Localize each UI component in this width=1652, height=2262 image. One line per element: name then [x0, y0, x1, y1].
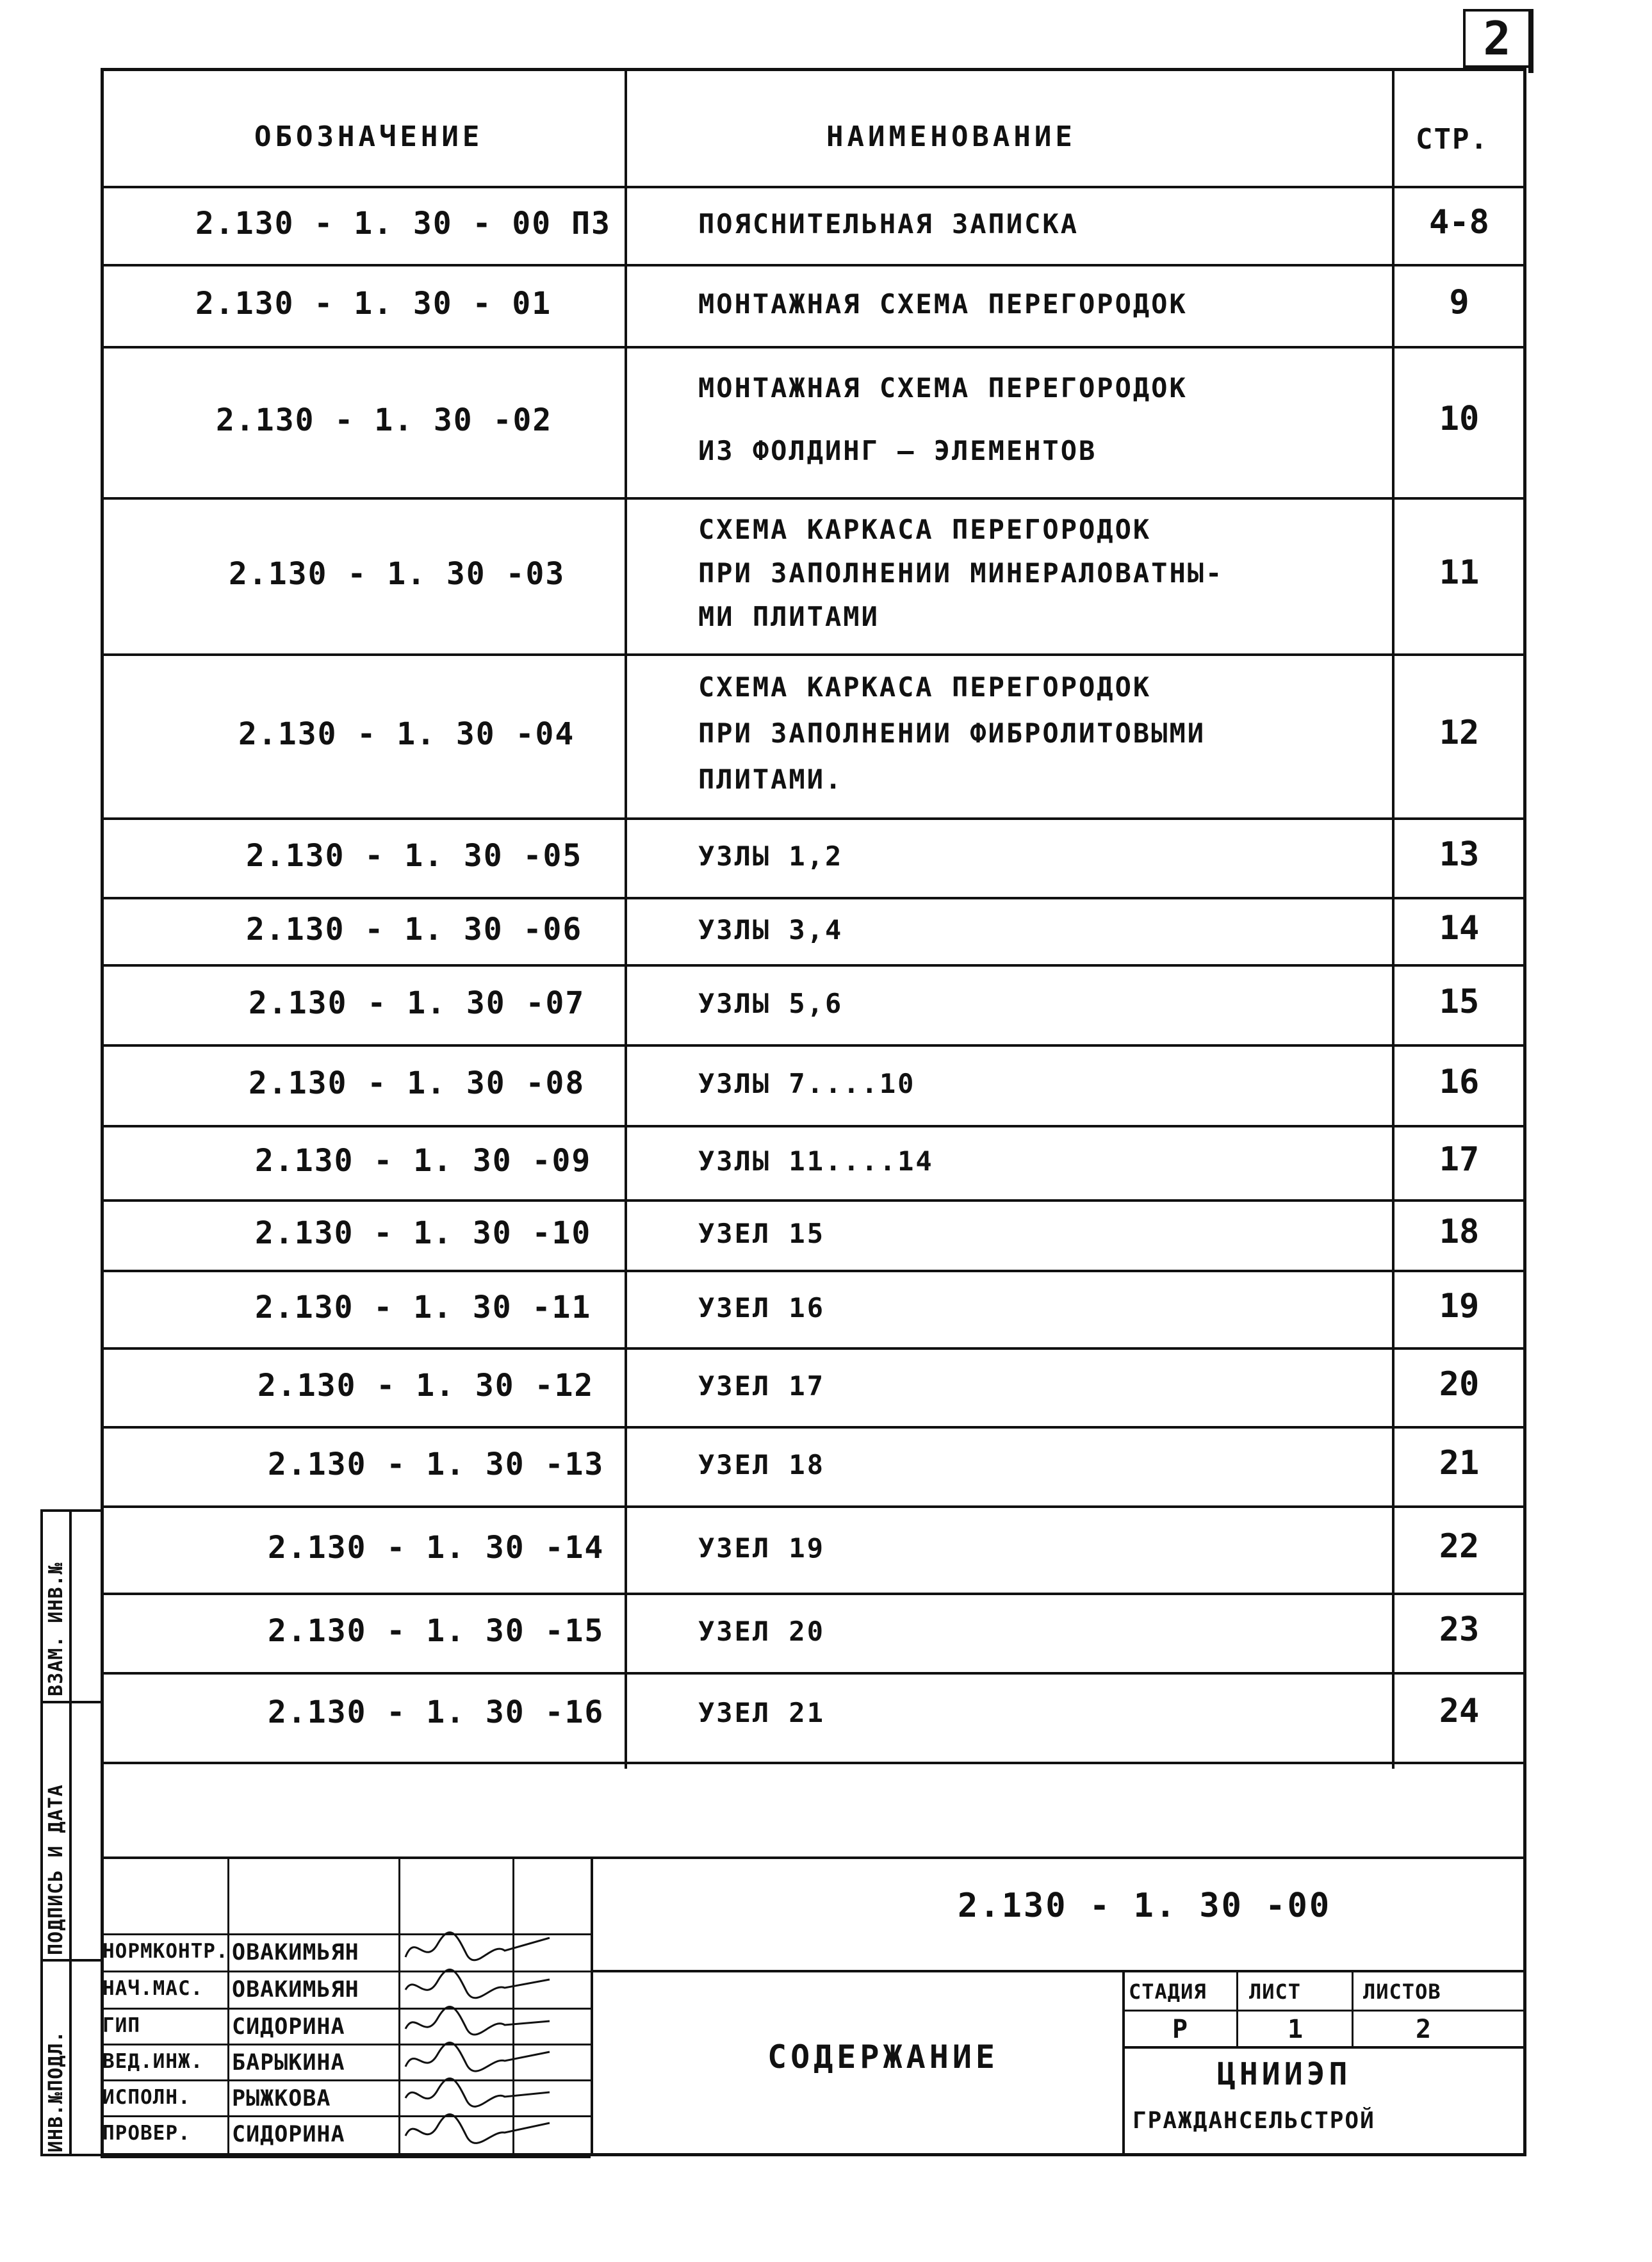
row-name-line: СХЕМА КАРКАСА ПЕРЕГОРОДОК	[698, 514, 1152, 545]
row-page: 10	[1439, 400, 1480, 438]
table-row	[0, 1672, 1652, 1755]
row-page: 23	[1439, 1610, 1480, 1649]
sig-col-1	[227, 1856, 229, 2156]
stage-label: СТАДИЯ	[1129, 1979, 1207, 2004]
table-row	[0, 1044, 1652, 1125]
row-page: 19	[1439, 1286, 1480, 1325]
row-code: 2.130 - 1. 30 -10	[255, 1215, 592, 1251]
table-row	[0, 1505, 1652, 1593]
row-name-line: УЗЕЛ 15	[698, 1218, 826, 1249]
row-code: 2.130 - 1. 30 -07	[249, 985, 585, 1021]
row-code: 2.130 - 1. 30 -14	[268, 1530, 605, 1566]
row-code: 2.130 - 1. 30 -09	[255, 1143, 592, 1179]
table-row	[0, 497, 1652, 653]
row-name-line: МИ ПЛИТАМИ	[698, 601, 879, 632]
row-name-line: ПРИ ЗАПОЛНЕНИИ МИНЕРАЛОВАТНЫ-	[698, 557, 1224, 589]
table-row	[0, 897, 1652, 964]
table-row	[0, 1347, 1652, 1426]
row-page: 20	[1439, 1365, 1480, 1404]
table-row	[0, 346, 1652, 497]
tb-divider-sheets	[1352, 1970, 1353, 2049]
table-row	[0, 653, 1652, 817]
row-name-line: УЗЕЛ 19	[698, 1532, 826, 1564]
tb-stage-values-bottom	[1122, 2046, 1526, 2049]
stage-value: Р	[1172, 2015, 1189, 2044]
row-name-line: ПОЯСНИТЕЛЬНАЯ ЗАПИСКА	[698, 208, 1079, 240]
table-row	[0, 1426, 1652, 1505]
row-code: 2.130 - 1. 30 -04	[238, 716, 575, 752]
row-page: 13	[1439, 835, 1480, 874]
row-name-line: СХЕМА КАРКАСА ПЕРЕГОРОДОК	[698, 671, 1152, 703]
row-page: 12	[1439, 714, 1480, 752]
org-name-2: ГРАЖДАНСЕЛЬСТРОЙ	[1133, 2108, 1375, 2134]
row-code: 2.130 - 1. 30 -06	[246, 911, 583, 947]
side-stamp-line-2	[40, 1959, 103, 1962]
row-code: 2.130 - 1. 30 - 01	[195, 286, 552, 322]
header-name: НАИМЕНОВАНИЕ	[826, 120, 1076, 153]
row-code: 2.130 - 1. 30 -12	[258, 1367, 594, 1404]
tb-code-bottom	[591, 1970, 1526, 1972]
sheets-label: ЛИСТОВ	[1363, 1979, 1441, 2004]
row-name-line: УЗЛЫ 7....10	[698, 1068, 916, 1099]
table-row	[0, 817, 1652, 897]
sig-person: СИДОРИНА	[232, 2014, 345, 2040]
row-name-line: ИЗ ФОЛДИНГ — ЭЛЕМЕНТОВ	[698, 435, 1097, 466]
row-code: 2.130 - 1. 30 -03	[229, 556, 566, 592]
row-name-line: УЗЕЛ 21	[698, 1697, 826, 1728]
sig-role: НАЧ.МАС.	[102, 1977, 204, 2000]
sig-role: ПРОВЕР.	[102, 2122, 191, 2145]
row-code: 2.130 - 1. 30 -13	[268, 1447, 605, 1482]
row-name-line: УЗЕЛ 18	[698, 1449, 826, 1480]
sig-person: БАРЫКИНА	[232, 2050, 345, 2076]
table-row	[0, 1270, 1652, 1347]
sig-row-line	[101, 2156, 591, 2158]
tb-stage-labels-bottom	[1122, 2010, 1526, 2012]
sig-role: ВЕД.ИНЖ.	[102, 2050, 204, 2073]
row-name-line: УЗЕЛ 20	[698, 1616, 826, 1647]
row-code: 2.130 - 1. 30 -15	[268, 1613, 605, 1649]
table-row	[0, 1593, 1652, 1672]
handwritten-signature	[402, 2110, 556, 2155]
sig-role: ГИП	[102, 2014, 140, 2037]
row-page: 24	[1439, 1692, 1480, 1730]
row-page: 18	[1439, 1213, 1480, 1251]
row-name-line: ПЛИТАМИ.	[698, 764, 844, 795]
sig-person: СИДОРИНА	[232, 2122, 345, 2147]
side-stamp-line-1	[40, 1701, 103, 1703]
row-code: 2.130 - 1. 30 -11	[255, 1289, 592, 1325]
sheet-number-shadow	[1528, 9, 1533, 73]
sheets-value: 2	[1416, 2015, 1432, 2044]
table-row	[0, 964, 1652, 1044]
row-name-line: УЗЛЫ 3,4	[698, 914, 844, 946]
row-name-line: МОНТАЖНАЯ СХЕМА ПЕРЕГОРОДОК	[698, 288, 1188, 320]
row-page: 15	[1439, 982, 1480, 1021]
table-row	[0, 1199, 1652, 1270]
row-page: 9	[1449, 283, 1469, 322]
row-name-line: ПРИ ЗАПОЛНЕНИИ ФИБРОЛИТОВЫМИ	[698, 717, 1206, 749]
row-name-line: УЗЛЫ 1,2	[698, 840, 844, 872]
row-page: 21	[1439, 1444, 1480, 1482]
sheet-number: 2	[1483, 12, 1511, 65]
org-name-1: ЦНИИЭП	[1217, 2056, 1352, 2092]
row-name-line: УЗЕЛ 16	[698, 1291, 826, 1324]
table-row	[0, 264, 1652, 346]
header-code: ОБОЗНАЧЕНИЕ	[254, 120, 484, 153]
sig-person: ОВАКИМЬЯН	[232, 1940, 359, 1965]
row-page: 16	[1439, 1063, 1480, 1101]
side-signature-date: ПОДПИСЬ И ДАТА	[45, 1784, 67, 1955]
row-page: 22	[1439, 1527, 1480, 1566]
table-row	[0, 1125, 1652, 1199]
header-page: СТР.	[1416, 123, 1489, 156]
tb-divider-main	[591, 1856, 593, 2156]
row-page: 17	[1439, 1140, 1480, 1179]
sig-role: НОРМКОНТР.	[102, 1940, 229, 1963]
row-code: 2.130 - 1. 30 -08	[249, 1065, 585, 1101]
document-code: 2.130 - 1. 30 -00	[958, 1887, 1332, 1925]
side-replaces-inv: ВЗАМ. ИНВ.№	[45, 1562, 67, 1696]
side-inv-original: ИНВ.№ПОДЛ.	[45, 2030, 67, 2152]
row-code: 2.130 - 1. 30 -05	[246, 838, 583, 874]
title-block-top	[101, 1856, 1526, 1859]
row-name-line: УЗЛЫ 11....14	[698, 1145, 934, 1177]
row-name-line: УЗЕЛ 17	[698, 1370, 826, 1402]
sheet-number-box	[1463, 9, 1531, 68]
row-name-line: МОНТАЖНАЯ СХЕМА ПЕРЕГОРОДОК	[698, 372, 1188, 404]
side-stamp-divider	[69, 1509, 72, 2156]
sig-role: ИСПОЛН.	[102, 2086, 191, 2109]
table-bottom	[101, 1762, 1526, 1764]
document-title: СОДЕРЖАНИЕ	[767, 2038, 999, 2076]
row-page: 14	[1439, 908, 1480, 947]
sheet-value: 1	[1288, 2015, 1304, 2044]
row-name-line: УЗЛЫ 5,6	[698, 987, 844, 1019]
tb-divider-sheet	[1236, 1970, 1238, 2049]
sheet-label: ЛИСТ	[1249, 1979, 1302, 2004]
table-row	[0, 186, 1652, 264]
sig-person: РЫЖКОВА	[232, 2086, 331, 2111]
row-page: 4-8	[1429, 203, 1489, 242]
sig-person: ОВАКИМЬЯН	[232, 1977, 359, 2003]
row-page: 11	[1439, 553, 1480, 592]
row-code: 2.130 - 1. 30 -02	[216, 402, 553, 438]
row-code: 2.130 - 1. 30 - 00 ПЗ	[195, 206, 611, 242]
row-code: 2.130 - 1. 30 -16	[268, 1694, 605, 1730]
sig-col-2	[398, 1856, 400, 2156]
tb-divider-stage	[1122, 1970, 1125, 2156]
